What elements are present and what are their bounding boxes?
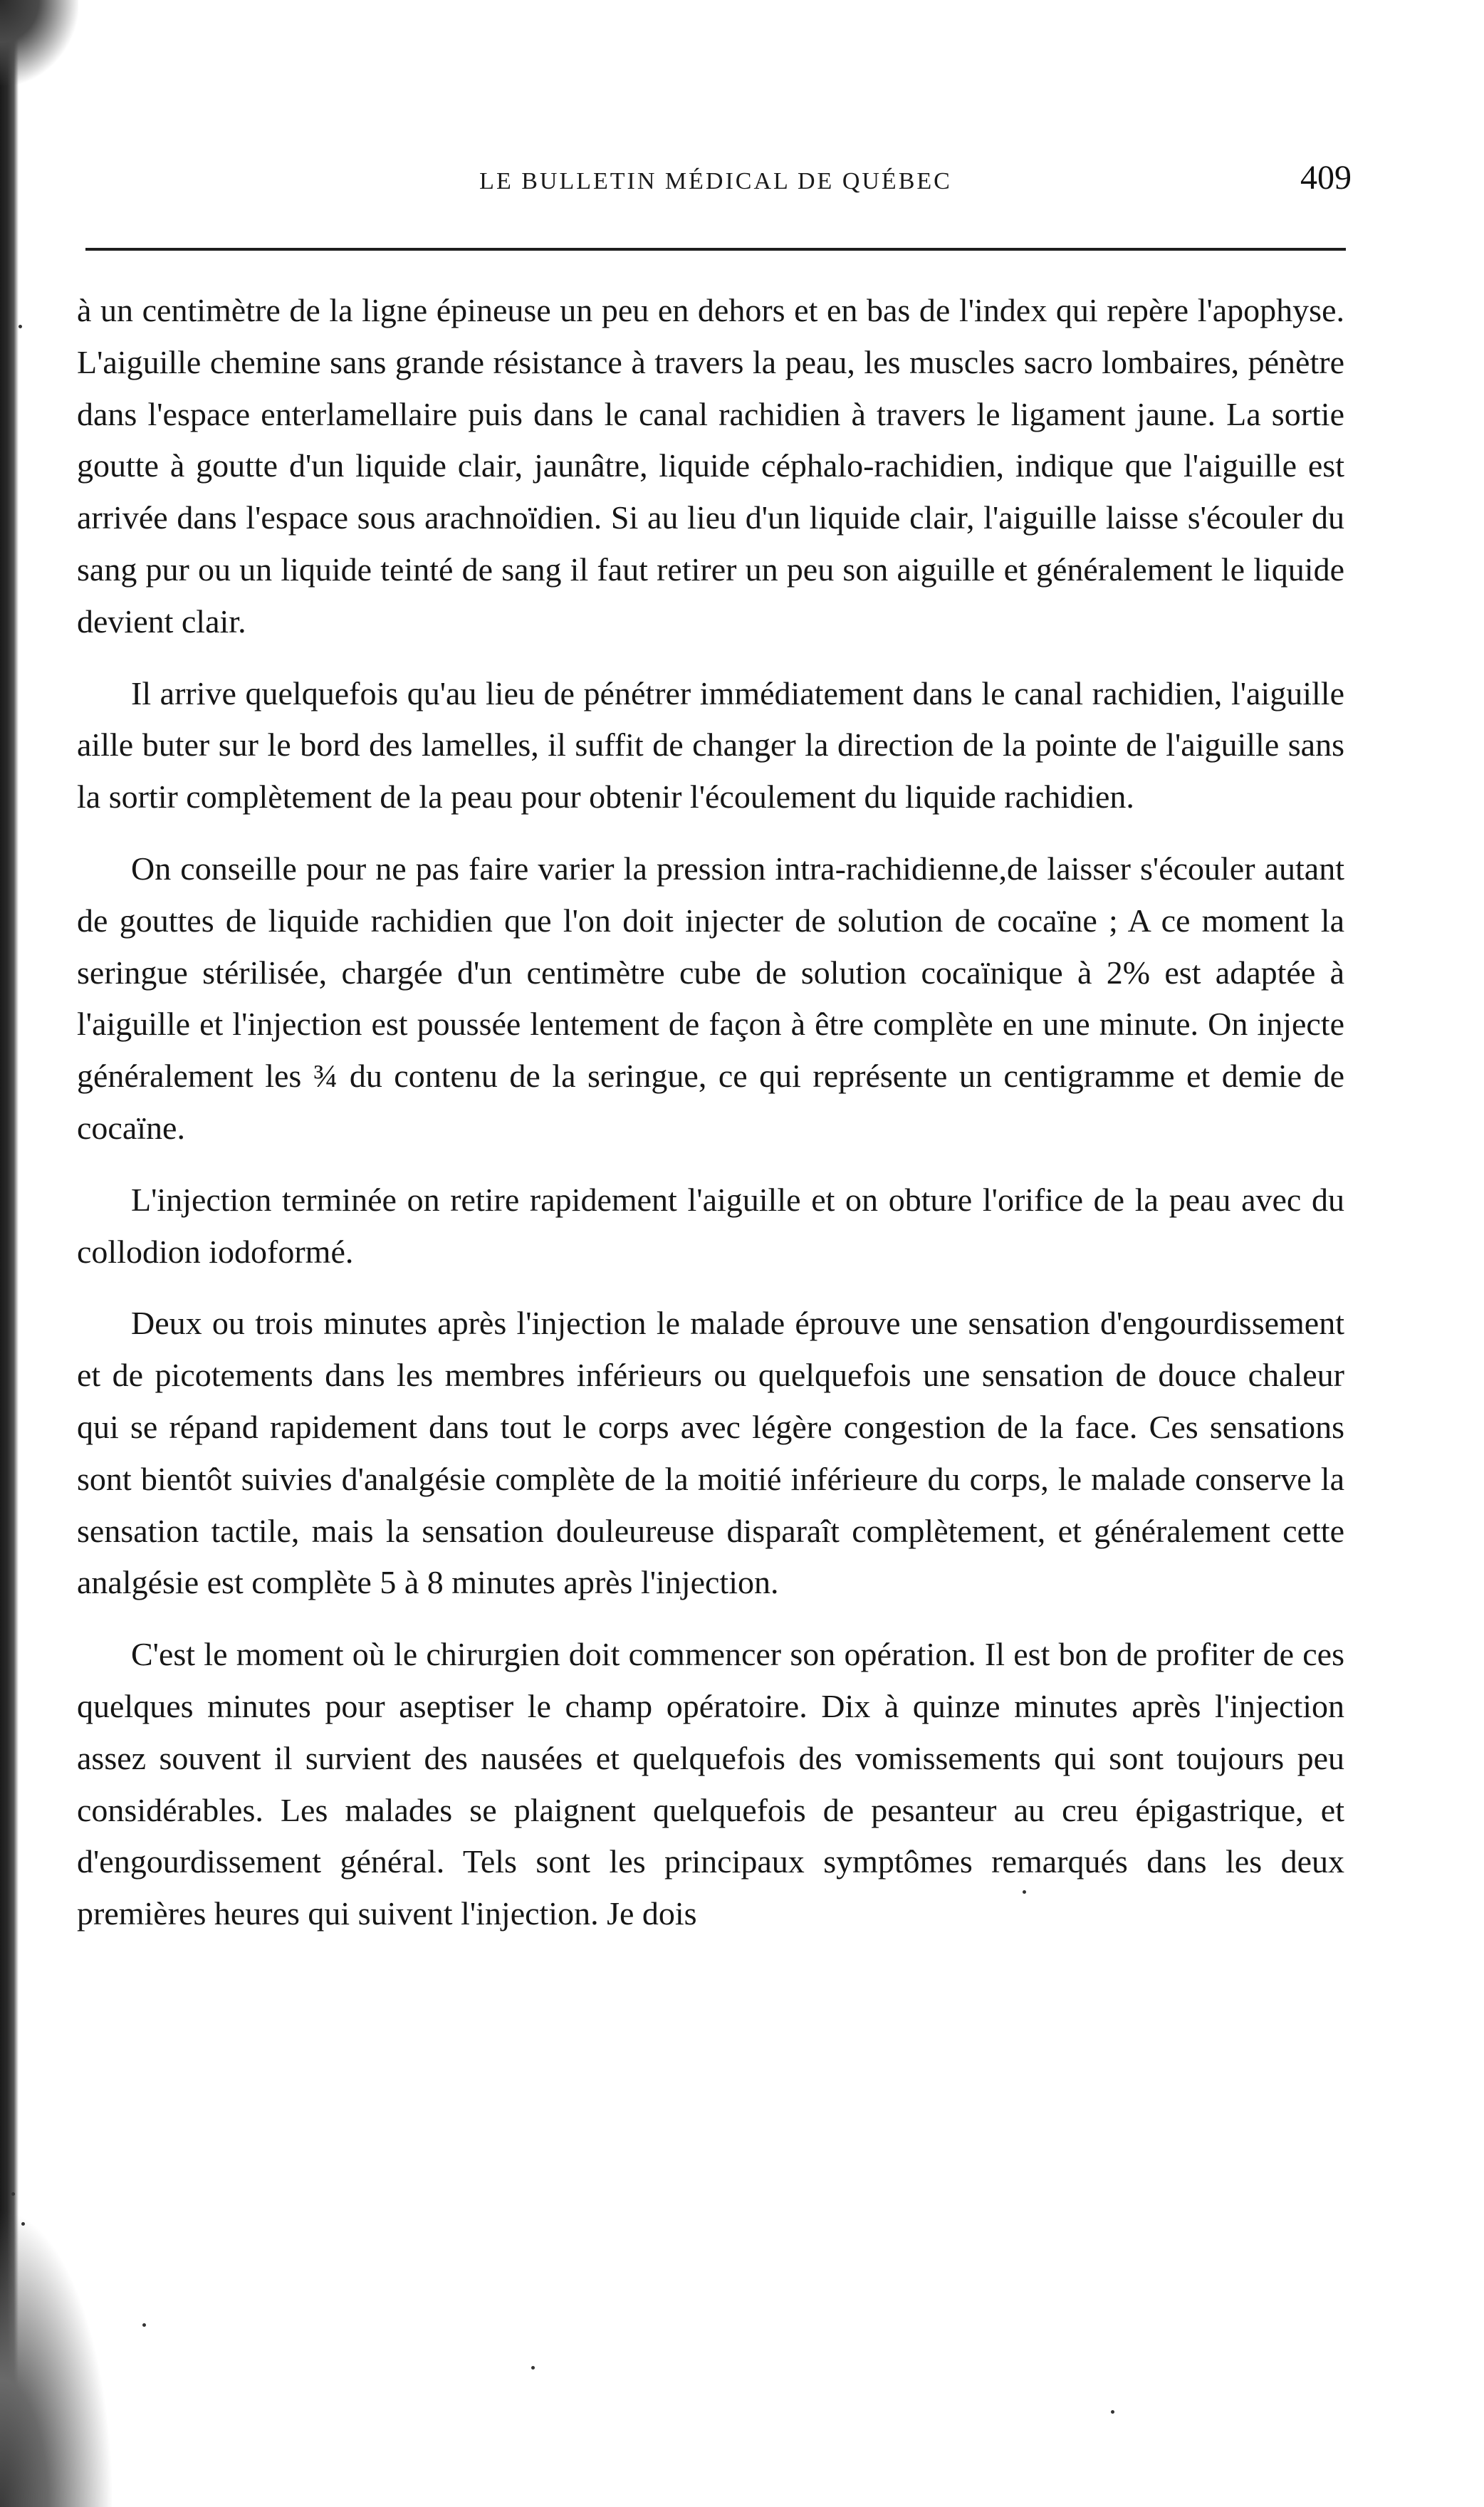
speck [1111,2410,1114,2414]
page-binding-edge [0,0,19,2507]
running-title: LE BULLETIN MÉDICAL DE QUÉBEC [479,168,952,194]
page-header [85,142,1352,214]
speck [19,325,22,328]
speck [11,2192,15,2196]
paragraph: C'est le moment où le chirurgien doit commencer son opération. Il est bon de profiter de ces quelques minutes pour aseptiser le champ opératoire. Dix à quinze minutes après l'injection assez souvent il survient des nausées et quelquefois des vomissements qui sont toujours peu considérables. Les malades se plaignent quelquefois de pesanteur au creu épigastrique, et d'engourdissement général. Tels sont les principaux symptômes remarqués dans les deux premières heures qui suivent l'injection. Je dois [77,1636,1344,1932]
paragraph: à un centimètre de la ligne épineuse un peu en dehors et en bas de l'index qui repère l'apophyse. L'aiguille chemine sans grande résistance à travers la peau, les muscles sacro lombaires, pénètre dans l'espace enterlamellaire puis dans le canal rachidien à travers le ligament jaune. La sortie goutte à goutte d'un liquide clair, jaunâtre, liquide céphalo-rachidien, indique que l'aiguille est arrivée dans l'espace sous arachnoïdien. Si au lieu d'un liquide clair, l'aiguille laisse s'écouler du sang pur ou un liquide teinté de sang il faut retirer un peu son aiguille et généralement le liquide devient clair. [77,292,1344,640]
paragraph: On conseille pour ne pas faire varier la pression intra-rachidienne,de laisser s'écouler autant de gouttes de liquide rachidien que l'on doit injecter de solution de cocaïne ; A ce moment la seringue stérilisée, chargée d'un centimètre cube de solution cocaïnique à 2% est adaptée à l'aiguille et l'injection est poussée lentement de façon à être complète en une minute. On injecte généralement les ¾ du contenu de la seringue, ce qui représente un centigramme et demie de cocaïne. [77,850,1344,1146]
bottom-stain [0,2208,114,2507]
article-body [77,285,1344,1940]
speck [142,2323,146,2327]
speck [21,2222,25,2226]
speck [1023,1890,1026,1894]
paragraph: Il arrive quelquefois qu'au lieu de pénétrer immédiatement dans le canal rachidien, l'aiguille aille buter sur le bord des lamelles, il suffit de changer la direction de la pointe de l'aiguille sans la sortir complètement de la peau pour obtenir l'écoulement du liquide rachidien. [77,674,1344,815]
page-number: 409 [1300,159,1352,197]
paragraph: L'injection terminée on retire rapidement l'aiguille et on obture l'orifice de la peau avec du collodion iodoformé. [77,1181,1344,1270]
speck [531,2366,535,2370]
paragraph: Deux ou trois minutes après l'injection le malade éprouve une sensation d'engourdissement et de picotements dans les membres inférieurs ou quelquefois une sensation de douce chaleur qui se répand rapidement dans tout le corps avec légère congestion de la face. Ces sensations sont bientôt suivies d'analgésie complète de la moitié inférieure du corps, le malade conserve la sensation tactile, mais la sensation douleureuse disparaît complètement, et généralement cette analgésie est complète 5 à 8 minutes après l'injection. [77,1305,1344,1601]
header-rule [85,248,1346,251]
corner-stain [0,0,78,85]
